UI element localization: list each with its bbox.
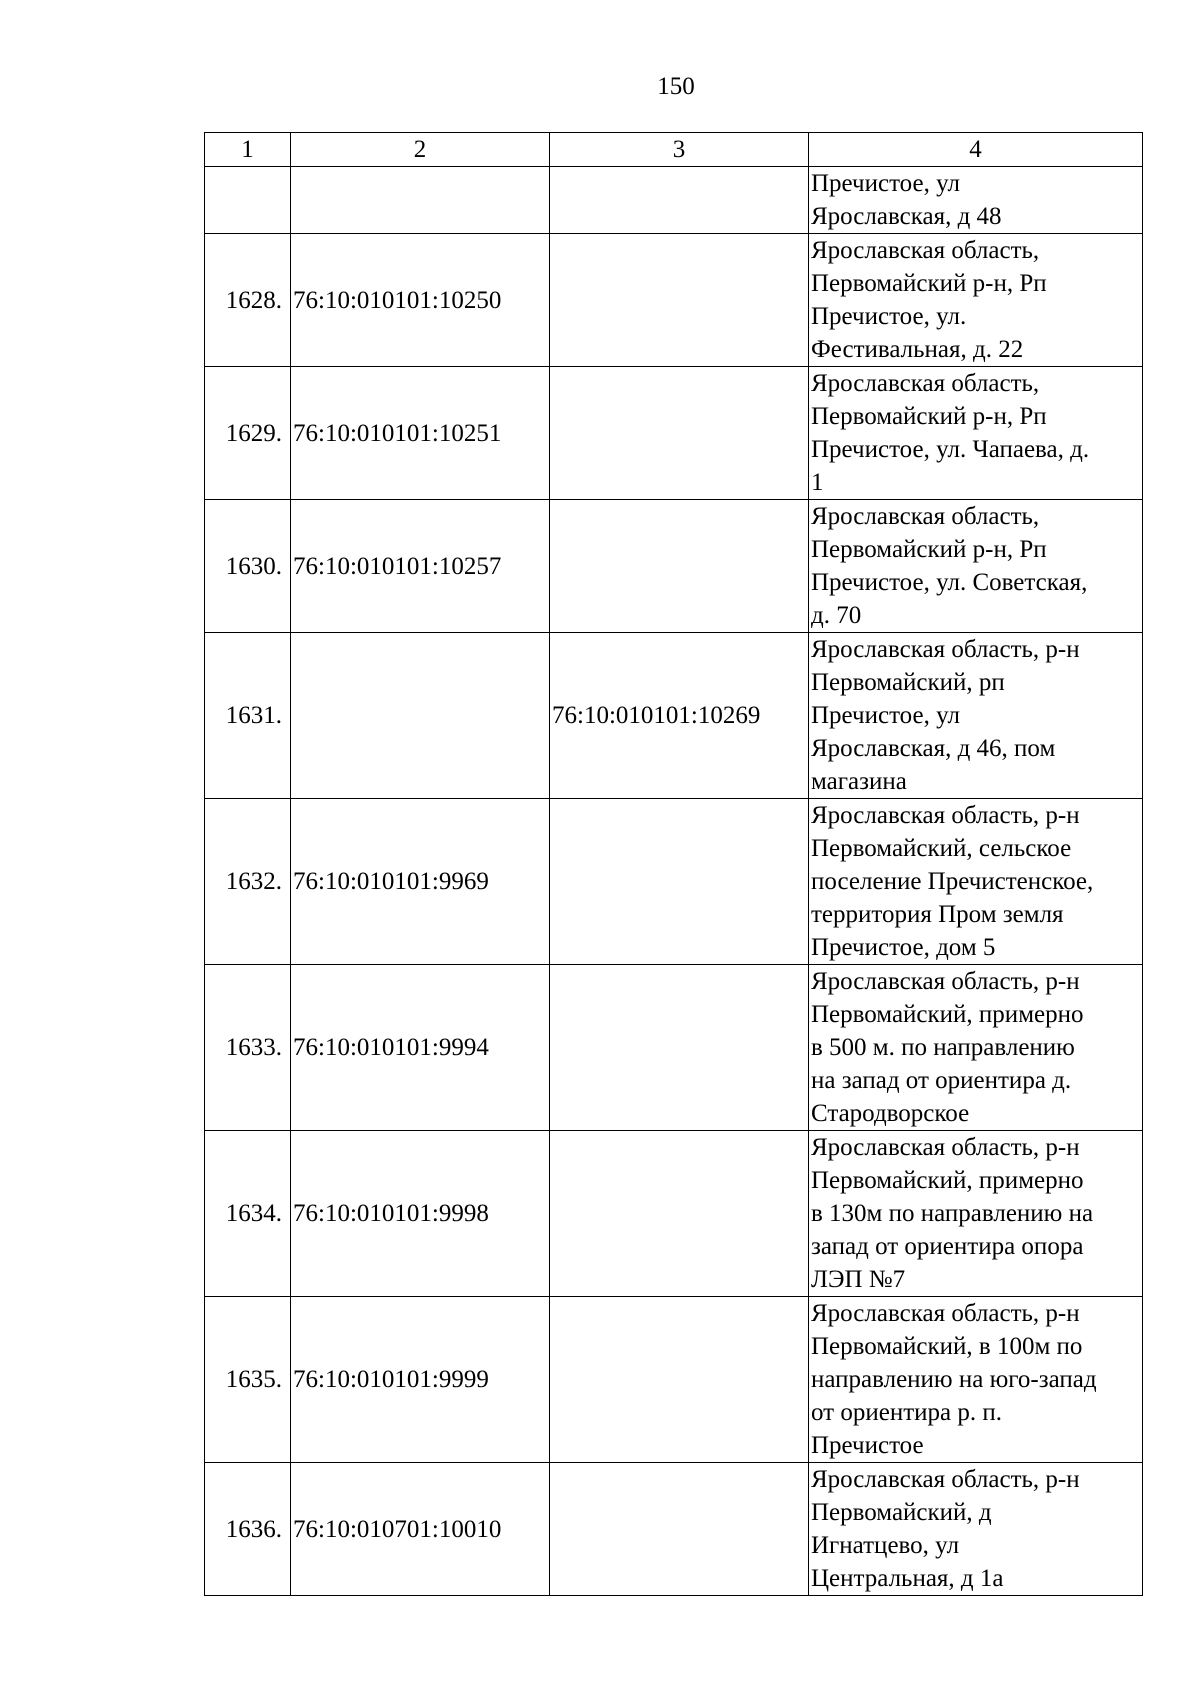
cadastral-number-alt-cell <box>550 367 809 500</box>
address-cell <box>809 1463 1143 1596</box>
column-header-3: 3 <box>550 133 809 167</box>
cadastral-number-alt-cell: 76:10:010101:10269 <box>550 633 809 799</box>
address-line: Первомайский р-н, Рп <box>811 403 1047 430</box>
address-line: Первомайский, в 100м по <box>811 1333 1083 1360</box>
table-row <box>205 1463 1143 1596</box>
cadastral-number-alt-cell <box>550 965 809 1131</box>
address-line: Пречистое, ул <box>811 170 960 197</box>
table-row <box>205 633 1143 799</box>
cadastral-number-alt-cell <box>550 1463 809 1596</box>
cadastral-number-cell <box>291 167 550 234</box>
address-line: на запад от ориентира д. <box>811 1067 1072 1094</box>
table-row <box>205 799 1143 965</box>
address-line: запад от ориентира опора <box>811 1233 1084 1260</box>
address-line: Первомайский, примерно <box>811 1001 1084 1028</box>
address-line: в 130м по направлению на <box>811 1200 1094 1227</box>
address-line: Пречистое, ул. <box>811 303 967 330</box>
row-number-cell: 1631. <box>205 633 291 799</box>
address-line: Пречистое, дом 5 <box>811 934 996 961</box>
address-line: территория Пром земля <box>811 901 1064 928</box>
table-header <box>205 133 1143 167</box>
table-row <box>205 234 1143 367</box>
address-cell <box>809 167 1143 234</box>
table-row <box>205 500 1143 633</box>
address-line: от ориентира р. п. <box>811 1399 1002 1426</box>
address-line: магазина <box>811 768 907 795</box>
address-line: Ярославская область, р-н <box>811 802 1080 829</box>
cadastral-number-cell: 76:10:010101:9969 <box>291 799 550 965</box>
address-line: в 500 м. по направлению <box>811 1034 1075 1061</box>
row-number-cell: 1634. <box>205 1131 291 1297</box>
cadastral-number-alt-cell <box>550 234 809 367</box>
row-number-cell: 1629. <box>205 367 291 500</box>
address-cell <box>809 500 1143 633</box>
cadastral-number-alt-cell <box>550 799 809 965</box>
cadastral-number-cell: 76:10:010701:10010 <box>291 1463 550 1596</box>
column-header-1: 1 <box>205 133 291 167</box>
cadastral-number-cell: 76:10:010101:9999 <box>291 1297 550 1463</box>
page-number: 150 <box>657 73 695 100</box>
address-line: Первомайский, д <box>811 1499 992 1526</box>
table-row <box>205 1131 1143 1297</box>
cadastral-number-cell: 76:10:010101:9998 <box>291 1131 550 1297</box>
cadastral-number-cell: 76:10:010101:10250 <box>291 234 550 367</box>
row-number-cell: 1630. <box>205 500 291 633</box>
header-row <box>205 133 1143 167</box>
cadastral-number-cell <box>291 633 550 799</box>
cadastral-number-alt-cell <box>550 1297 809 1463</box>
address-line: Ярославская, д 48 <box>811 203 1002 230</box>
address-line: Фестивальная, д. 22 <box>811 336 1024 363</box>
address-line: Первомайский р-н, Рп <box>811 270 1047 297</box>
address-line: Центральная, д 1а <box>811 1565 1004 1592</box>
cadastral-number-alt-cell <box>550 1131 809 1297</box>
address-line: направлению на юго-запад <box>811 1366 1097 1393</box>
address-line: Ярославская область, р-н <box>811 636 1080 663</box>
address-cell <box>809 234 1143 367</box>
column-header-4: 4 <box>809 133 1143 167</box>
address-line: поселение Пречистенское, <box>811 868 1094 895</box>
address-line: Пречистое, ул. Советская, <box>811 569 1088 596</box>
address-line: Ярославская область, <box>811 370 1040 397</box>
address-line: Ярославская область, р-н <box>811 968 1080 995</box>
cadastral-number-alt-cell <box>550 500 809 633</box>
address-line: Ярославская область, р-н <box>811 1134 1080 1161</box>
address-line: Первомайский, сельское <box>811 835 1072 862</box>
row-number-cell: 1628. <box>205 234 291 367</box>
address-cell <box>809 1297 1143 1463</box>
address-cell <box>809 367 1143 500</box>
address-line: Ярославская область, <box>811 503 1040 530</box>
cadastral-number-cell: 76:10:010101:10251 <box>291 367 550 500</box>
cadastral-number-alt-cell <box>550 167 809 234</box>
address-cell <box>809 633 1143 799</box>
address-line: Пречистое, ул. Чапаева, д. <box>811 436 1090 463</box>
cadastral-number-cell: 76:10:010101:9994 <box>291 965 550 1131</box>
address-cell <box>809 1131 1143 1297</box>
address-cell <box>809 965 1143 1131</box>
row-number-cell: 1633. <box>205 965 291 1131</box>
row-number-cell: 1632. <box>205 799 291 965</box>
address-line: Игнатцево, ул <box>811 1532 960 1559</box>
address-line: Ярославская область, <box>811 237 1040 264</box>
address-cell <box>809 799 1143 965</box>
cadastral-number-cell: 76:10:010101:10257 <box>291 500 550 633</box>
address-line: д. 70 <box>811 602 862 629</box>
address-line: ЛЭП №7 <box>811 1266 906 1293</box>
table-row <box>205 167 1143 234</box>
table-row <box>205 1297 1143 1463</box>
table-body <box>205 167 1143 1596</box>
table-row <box>205 965 1143 1131</box>
row-number-cell: 1636. <box>205 1463 291 1596</box>
registry-table <box>204 132 1143 1596</box>
address-line: Ярославская, д 46, пом <box>811 735 1056 762</box>
address-line: Пречистое <box>811 1432 924 1459</box>
address-line: Пречистое, ул <box>811 702 960 729</box>
row-number-cell: 1635. <box>205 1297 291 1463</box>
address-line: Ярославская область, р-н <box>811 1300 1080 1327</box>
address-line: Стародворское <box>811 1100 970 1127</box>
address-line: Первомайский, примерно <box>811 1167 1084 1194</box>
column-header-2: 2 <box>291 133 550 167</box>
address-line: 1 <box>811 469 824 496</box>
row-number-cell <box>205 167 291 234</box>
address-line: Первомайский, рп <box>811 669 1005 696</box>
table-row <box>205 367 1143 500</box>
address-line: Ярославская область, р-н <box>811 1466 1080 1493</box>
address-line: Первомайский р-н, Рп <box>811 536 1047 563</box>
